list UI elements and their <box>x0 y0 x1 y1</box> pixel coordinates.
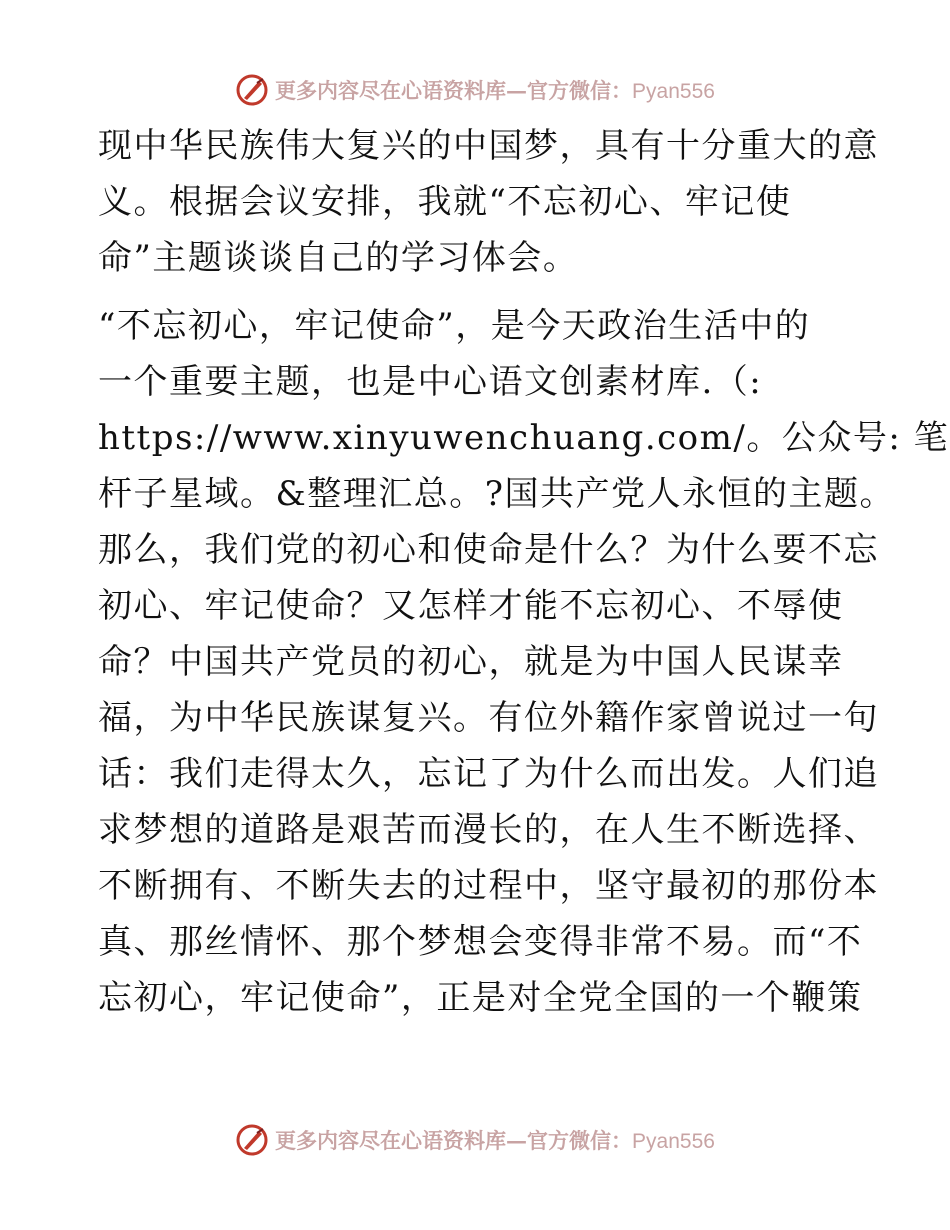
document-body <box>98 118 950 1026</box>
text-line: 福，为中华民族谋复兴。有位外籍作家曾说过一句 <box>98 698 879 738</box>
text-line: 现中华民族伟大复兴的中国梦，具有十分重大的意 <box>98 126 879 166</box>
header-banner-wechat-id: Pyan556 <box>632 80 715 103</box>
text-line: 命？中国共产党员的初心，就是为中国人民谋幸 <box>98 642 844 682</box>
footer-banner-text <box>275 1125 715 1155</box>
text-line: 话：我们走得太久，忘记了为什么而出发。人们追 <box>98 754 879 794</box>
header-banner-label: 更多内容尽在心语资料库—官方微信： <box>275 78 633 103</box>
text-line: 求梦想的道路是艰苦而漫长的，在人生不断选择、 <box>98 810 879 850</box>
text-line: 一个重要主题，也是中心语文创素材库.（: <box>98 362 763 402</box>
text-line: 义。根据会议安排，我就“不忘初心、牢记使 <box>98 182 792 222</box>
text-line: 杆子星域。&整理汇总。?国共产党人永恒的主题。 <box>98 474 895 514</box>
text-line: 那么，我们党的初心和使命是什么？为什么要不忘 <box>98 530 879 570</box>
quill-logo-icon <box>235 1123 269 1157</box>
header-banner-text <box>275 75 715 105</box>
text-line: “不忘初心，牢记使命”，是今天政治生活中的 <box>98 306 811 346</box>
text-line: 命”主题谈谈自己的学习体会。 <box>98 238 579 278</box>
text-line: 初心、牢记使命？又怎样才能不忘初心、不辱使 <box>98 586 844 626</box>
footer-banner <box>0 1120 950 1160</box>
paragraph-gap <box>98 286 858 298</box>
footer-banner-label: 更多内容尽在心语资料库—官方微信： <box>275 1128 633 1153</box>
quill-logo-icon <box>235 73 269 107</box>
text-line: 真、那丝情怀、那个梦想会变得非常不易。而“不 <box>98 922 863 962</box>
text-line: 忘初心，牢记使命”，正是对全党全国的一个鞭策 <box>98 978 863 1018</box>
header-banner <box>0 70 950 110</box>
text-line: 不断拥有、不断失去的过程中，坚守最初的那份本 <box>98 866 879 906</box>
footer-banner-wechat-id: Pyan556 <box>632 1130 715 1153</box>
text-line: https://www.xinyuwenchuang.com/。公众号: 笔 <box>98 418 950 458</box>
